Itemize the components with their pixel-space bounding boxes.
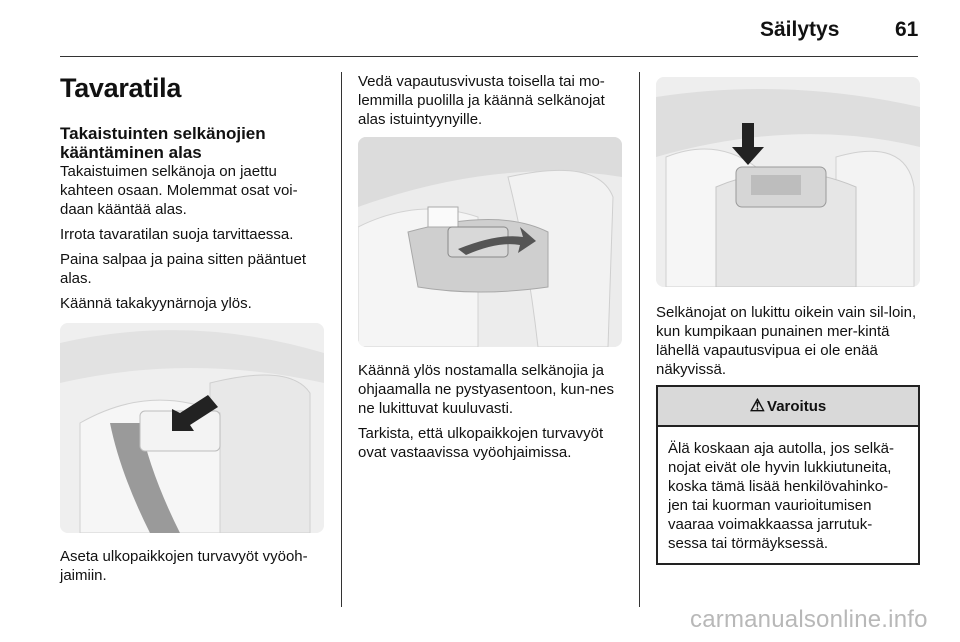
column-3	[656, 72, 920, 565]
figure-release-lever	[358, 137, 622, 347]
column-2	[358, 72, 622, 468]
paragraph: Käännä takakyynärnoja ylös.	[60, 295, 252, 312]
page-number: 61	[895, 18, 919, 41]
paragraph: Tarkista, että ulkopaikkojen turvavyöt ovat vastaavissa vyöohjaimissa.	[358, 425, 604, 461]
warning-title: Varoitus	[767, 397, 827, 415]
paragraph: Selkänojat on lukittu oikein vain sil-loin, kun kumpikaan punainen mer-kintä lähellä vapautusvipua ei ole enää näkyvissä.	[656, 304, 917, 378]
warning-header	[658, 387, 918, 427]
section-title: Säilytys	[760, 18, 840, 41]
caption: Aseta ulkopaikkojen turvavyöt vyöoh-jaimiin.	[60, 548, 308, 584]
column-1	[60, 72, 328, 591]
paragraph: Käännä ylös nostamalla selkänojia ja ohjaamalla ne pystyasentoon, kun-nes ne lukittuvat kuuluvasti.	[358, 362, 614, 417]
warning-text: Älä koskaan aja autolla, jos selkä-nojat eivät ole hyvin lukkiutuneita, koska tämä lisää henkilövahinko-jen tai kuorman vaurioitumisen vaaraa voimakkaassa jarrutuk-sessa tai törmäyksessä.	[668, 440, 894, 552]
column-divider	[341, 72, 342, 607]
figure-lock-indicator	[656, 77, 920, 287]
watermark: carmanualsonline.info	[690, 606, 928, 633]
main-heading: Tavaratila	[60, 73, 182, 103]
paragraph: Vedä vapautusvivusta toisella tai mo-lemmilla puolilla ja käännä selkänojat alas istuintyynyille.	[358, 73, 605, 128]
paragraph: Irrota tavaratilan suoja tarvittaessa.	[60, 226, 294, 243]
warning-box	[656, 385, 920, 565]
warning-triangle-icon: ⚠	[749, 396, 766, 415]
figure-seatbelt-guide	[60, 323, 324, 533]
column-divider	[639, 72, 640, 607]
header-rule	[60, 56, 918, 57]
paragraph: Paina salpaa ja paina sitten pääntuet alas.	[60, 251, 307, 287]
paragraph: Takaistuimen selkänoja on jaettu kahteen osaan. Molemmat osat voi-daan kääntää alas.	[60, 163, 298, 218]
subheading: Takaistuinten selkänojien kääntäminen alas	[60, 124, 266, 162]
